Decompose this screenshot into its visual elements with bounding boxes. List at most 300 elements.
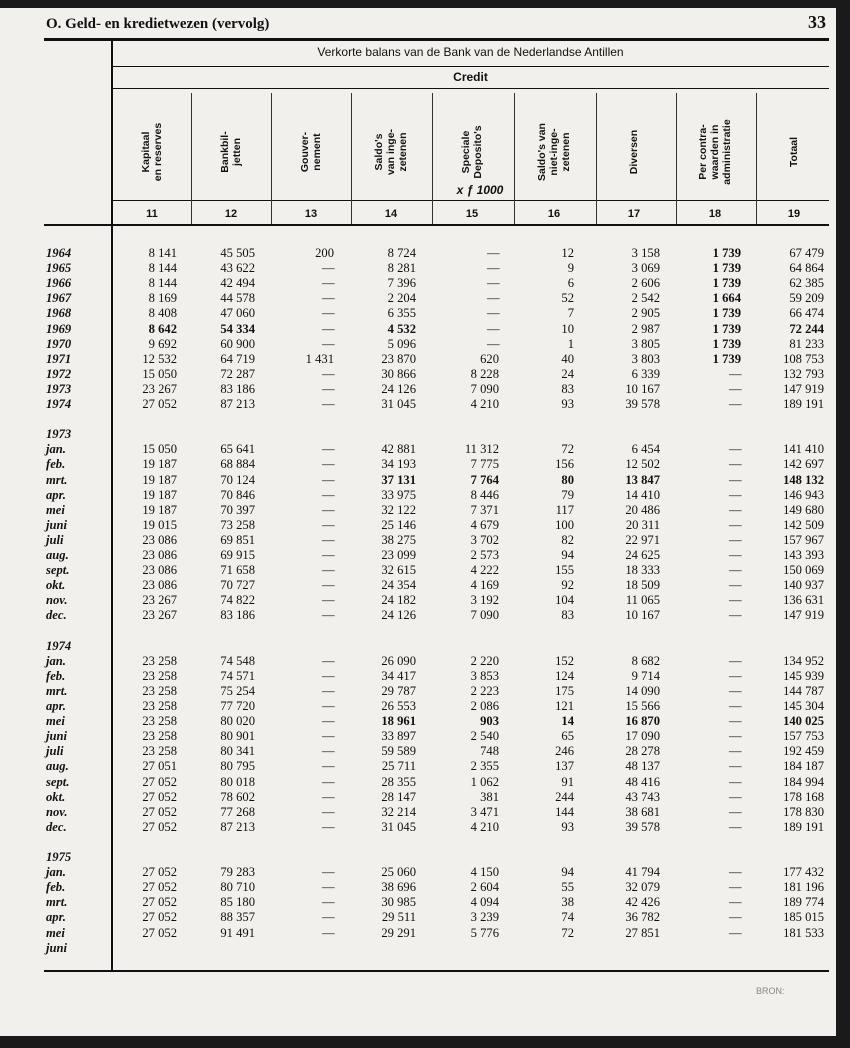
table-cell: — [322,261,335,276]
table-cell: — [322,683,335,698]
table-cell: — [729,744,742,759]
table-cell: 83 [561,608,574,623]
table-cell: 178 830 [783,804,824,819]
table-cell: 38 681 [625,804,660,819]
table-cell: 42 494 [220,276,255,291]
table-cell: 136 631 [783,593,824,608]
table-cell: 26 553 [381,699,416,713]
row-label: 1971 [46,351,72,366]
column-number-13: 13 [304,208,318,220]
bottom-rule [44,970,829,972]
table-cell: 178 168 [783,789,824,804]
table-cell: 381 [480,789,499,804]
table-row [0,820,836,835]
table-cell: 28 355 [381,774,416,789]
column-number-14: 14 [384,208,398,220]
table-cell: 3 192 [470,593,499,608]
table-cell: 38 696 [381,880,416,895]
table-cell: 87 213 [220,397,255,411]
table-row [0,593,836,608]
table-cell: — [729,683,742,698]
table-cell: 75 254 [220,683,255,698]
table-cell: 3 805 [631,336,660,351]
table-cell: 147 919 [783,608,824,623]
table-cell: 8 144 [148,261,177,276]
table-cell: 23 086 [142,548,177,562]
column-header-11: Kapitaal en reserves [140,122,164,182]
table-row [0,276,836,291]
table-cell: 14 090 [625,683,660,698]
row-label: mrt. [46,683,68,698]
table-cell: 39 578 [625,819,660,834]
table-cell: 7 090 [470,381,499,396]
table-cell: — [322,381,335,396]
table-cell: 83 186 [220,381,255,396]
table-row [0,246,836,261]
table-cell: — [487,291,500,306]
table-cell: 2 086 [470,699,499,713]
table-cell: 80 341 [220,744,255,759]
table-cell: 72 [561,925,574,940]
table-cell: — [322,910,335,925]
table-cell: — [322,880,335,895]
row-label: apr. [46,910,66,925]
table-cell: 15 050 [142,442,177,457]
table-cell: 2 355 [470,759,499,774]
table-cell: 6 339 [631,366,660,381]
column-number-12: 12 [224,208,238,220]
row-label: mrt. [46,472,68,487]
table-cell: 36 782 [625,910,660,925]
table-cell: 8 446 [470,487,499,502]
table-row [0,880,836,895]
table-cell: 19 187 [142,502,177,517]
section-title: O. Geld- en kredietwezen (vervolg) [46,16,270,32]
table-cell: 27 052 [142,397,177,411]
table-row [0,382,836,397]
table-cell: 148 132 [783,472,824,487]
table-cell: 93 [561,397,574,411]
table-cell: — [729,729,742,744]
table-cell: 3 702 [470,532,499,547]
table-row [0,442,836,457]
column-divider [596,93,597,224]
table-cell: 175 [555,683,574,698]
table-row [0,895,836,910]
table-cell: — [729,653,742,668]
table-cell: 69 915 [220,548,255,562]
row-label: feb. [46,668,66,683]
table-row [0,488,836,503]
table-cell: — [729,819,742,834]
credit-label: Credit [453,70,488,84]
table-cell: 70 124 [220,472,255,487]
table-cell: 30 985 [381,895,416,910]
table-cell: — [322,502,335,517]
table-cell: 108 753 [783,351,824,366]
table-row [0,941,836,956]
table-row [0,790,836,805]
table-cell: 28 278 [625,744,660,759]
table-cell: 144 787 [783,683,824,698]
table-cell: 7 371 [470,502,499,517]
table-cell: 64 864 [789,261,824,276]
table-cell: — [322,895,335,910]
column-number-16: 16 [547,208,561,220]
table-cell: — [322,819,335,834]
row-label: jan. [46,442,66,457]
table-row [0,805,836,820]
table-cell: 6 355 [387,306,416,321]
row-label: 1969 [46,321,72,336]
table-cell: 16 870 [625,714,660,729]
column-header-15: Speciale Deposito's [460,125,484,179]
table-cell: — [729,593,742,608]
row-label: 1967 [46,291,72,306]
table-cell: 29 511 [381,910,416,925]
table-cell: 8 281 [387,261,416,276]
table-cell: — [729,608,742,623]
table-cell: — [729,532,742,547]
table-cell: 157 753 [783,729,824,744]
table-cell: 83 [561,381,574,396]
row-label: feb. [46,457,66,472]
table-cell: — [487,321,500,336]
table-cell: 9 714 [631,668,660,683]
table-cell: 27 051 [142,759,177,774]
table-cell: 5 096 [387,336,416,351]
row-label: mrt. [46,895,68,910]
table-cell: — [322,653,335,668]
column-divider [351,93,352,224]
table-cell: 177 432 [783,865,824,880]
table-cell: 74 822 [220,593,255,608]
table-cell: 1 [567,336,574,351]
table-cell: 6 [567,276,574,291]
table-cell: 124 [555,668,574,683]
table-cell: 15 050 [142,366,177,381]
table-cell: 27 851 [625,925,660,940]
table-cell: 20 486 [625,502,660,517]
table-cell: 27 052 [142,774,177,789]
table-cell: 85 180 [220,895,255,910]
table-cell: 77 720 [220,699,255,713]
table-cell: 155 [555,563,574,578]
table-cell: 244 [555,789,574,804]
table-row [0,397,836,412]
table-cell: 8 642 [148,321,177,336]
table-cell: — [729,502,742,517]
table-cell: 117 [555,502,574,517]
table-cell: 27 052 [142,895,177,910]
table-cell: 77 268 [220,804,255,819]
table-cell: — [729,397,742,411]
column-number-19: 19 [787,208,801,220]
table-cell: 4 169 [470,578,499,593]
table-row [0,714,836,729]
unit-label: x ƒ 1000 [456,183,504,197]
table-cell: 24 182 [381,593,416,608]
table-cell: 11 065 [625,593,660,608]
table-cell: 74 571 [220,668,255,683]
table-cell: — [729,699,742,713]
table-row [0,835,836,850]
table-cell: 146 943 [783,487,824,502]
row-label: mei [46,925,65,940]
table-cell: 18 509 [625,578,660,593]
table-cell: — [729,366,742,381]
table-cell: 23 258 [142,683,177,698]
table-cell: 7 [567,306,574,321]
table-row [0,261,836,276]
table-cell: 143 393 [783,548,824,562]
table-cell: 23 086 [142,578,177,593]
table-cell: 32 079 [625,880,660,895]
table-cell: 40 [561,351,574,366]
table-cell: 30 866 [381,366,416,381]
table-row [0,306,836,321]
table-cell: — [322,397,335,411]
row-label: mei [46,502,65,517]
table-cell: 14 410 [625,487,660,502]
table-cell: 79 283 [220,865,255,880]
table-cell: 81 233 [789,336,824,351]
title-rule [112,66,829,67]
table-cell: 3 158 [631,246,660,260]
table-cell: — [322,925,335,940]
table-cell: 23 258 [142,744,177,759]
table-cell: — [322,789,335,804]
table-cell: 2 542 [631,291,660,306]
table-cell: 70 397 [220,502,255,517]
credit-rule [112,88,829,89]
table-cell: 72 [561,442,574,457]
table-cell: 19 187 [142,487,177,502]
source-note: BRON: [756,986,785,996]
table-cell: 11 312 [464,442,499,457]
table-cell: 2 604 [470,880,499,895]
table-cell: 72 244 [789,321,824,336]
row-label: 1968 [46,306,72,321]
table-cell: — [322,276,335,291]
table-cell: 7 764 [470,472,499,487]
table-cell: — [729,472,742,487]
table-cell: 12 [561,246,574,260]
table-cell: — [729,578,742,593]
table-cell: 2 540 [470,729,499,744]
table-cell: 22 971 [625,532,660,547]
table-cell: — [729,774,742,789]
column-header-12: Bankbil- jetten [219,131,243,173]
table-cell: 31 045 [381,819,416,834]
row-label: feb. [46,880,66,895]
row-label: juni [46,729,68,744]
document-page [0,8,836,1036]
table-cell: 44 578 [220,291,255,306]
column-divider [191,93,192,224]
table-cell: 87 213 [220,819,255,834]
table-cell: 24 [561,366,574,381]
table-cell: 27 052 [142,865,177,880]
table-cell: 23 258 [142,714,177,729]
table-cell: 27 052 [142,910,177,925]
table-cell: 189 191 [783,397,824,411]
column-divider [514,93,515,224]
table-cell: 25 711 [381,759,416,774]
table-cell: — [729,668,742,683]
table-cell: — [729,804,742,819]
table-cell: 4 094 [470,895,499,910]
table-cell: 43 743 [625,789,660,804]
table-cell: — [322,517,335,532]
table-cell: 93 [561,819,574,834]
table-cell: 91 [561,774,574,789]
table-cell: 2 204 [387,291,416,306]
table-row [0,729,836,744]
table-cell: 185 015 [783,910,824,925]
table-cell: 150 069 [783,563,824,578]
table-cell: 54 334 [220,321,255,336]
table-row [0,775,836,790]
column-header-13: Gouver- nement [299,131,323,173]
table-cell: — [322,291,335,306]
table-cell: 8 144 [148,276,177,291]
table-cell: 23 258 [142,653,177,668]
table-cell: — [322,774,335,789]
row-label: 1974 [46,638,72,653]
table-cell: 184 187 [783,759,824,774]
table-cell: — [322,306,335,321]
table-cell: 4 222 [470,563,499,578]
table-cell: 59 209 [789,291,824,306]
table-cell: 88 357 [220,910,255,925]
row-label: jan. [46,653,66,668]
table-cell: 39 578 [625,397,660,411]
table-cell: 80 018 [220,774,255,789]
table-row [0,518,836,533]
row-label: 1972 [46,366,72,381]
row-label: juni [46,940,68,955]
table-cell: 157 967 [783,532,824,547]
table-cell: — [322,472,335,487]
table-cell: 14 [561,714,574,729]
table-cell: 19 015 [142,517,177,532]
table-row [0,427,836,442]
table-cell: 12 532 [142,351,177,366]
table-cell: 31 045 [381,397,416,411]
table-cell: 65 [561,729,574,744]
table-cell: 82 [561,532,574,547]
row-label: nov. [46,593,68,608]
table-cell: 43 622 [220,261,255,276]
table-cell: 29 787 [381,683,416,698]
table-cell: 1 739 [712,321,741,336]
table-row [0,563,836,578]
table-cell: 9 [567,261,574,276]
table-cell: — [729,880,742,895]
table-row [0,639,836,654]
table-cell: 17 090 [625,729,660,744]
table-cell: 149 680 [783,502,824,517]
table-cell: 37 131 [381,472,416,487]
table-cell: 2 905 [631,306,660,321]
table-cell: 27 052 [142,819,177,834]
table-cell: 27 052 [142,880,177,895]
row-label: mei [46,714,65,729]
table-cell: 23 267 [142,381,177,396]
table-cell: 181 196 [783,880,824,895]
table-cell: 33 897 [381,729,416,744]
table-cell: 23 267 [142,593,177,608]
row-label: 1965 [46,261,72,276]
table-cell: 10 167 [625,381,660,396]
table-cell: 23 258 [142,668,177,683]
table-cell: 38 275 [381,532,416,547]
table-row [0,699,836,714]
table-cell: 67 479 [789,246,824,260]
table-cell: 33 975 [381,487,416,502]
table-cell: 184 994 [783,774,824,789]
table-cell: — [729,759,742,774]
table-cell: — [322,563,335,578]
table-cell: 142 697 [783,457,824,472]
row-label: okt. [46,789,66,804]
table-cell: 94 [561,548,574,562]
table-cell: 140 025 [783,714,824,729]
table-cell: — [729,517,742,532]
table-cell: 142 509 [783,517,824,532]
table-cell: 92 [561,578,574,593]
table-cell: 13 847 [625,472,660,487]
column-number-15: 15 [465,208,479,220]
column-header-14: Saldo's van inge- zetenen [373,128,409,176]
table-cell: 1 664 [712,291,741,306]
table-cell: — [729,563,742,578]
table-cell: 34 193 [381,457,416,472]
column-number-18: 18 [708,208,722,220]
table-cell: 4 532 [387,321,416,336]
table-cell: 27 052 [142,925,177,940]
table-cell: 3 853 [470,668,499,683]
table-cell: 27 052 [142,789,177,804]
table-cell: — [729,895,742,910]
table-cell: 69 851 [220,532,255,547]
table-cell: — [487,336,500,351]
table-cell: — [487,276,500,291]
table-cell: 8 141 [148,246,177,260]
table-cell: 7 775 [470,457,499,472]
table-cell: 10 [561,321,574,336]
header-bottom-rule [44,224,829,226]
table-cell: 10 167 [625,608,660,623]
page-number: 33 [808,12,826,32]
column-divider [271,93,272,224]
table-cell: 144 [555,804,574,819]
table-cell: 48 416 [625,774,660,789]
table-cell: 25 146 [381,517,416,532]
table-row [0,412,836,427]
table-row [0,910,836,925]
table-cell: 246 [555,744,574,759]
table-row [0,352,836,367]
row-label: 1975 [46,850,72,864]
row-label: aug. [46,759,69,774]
table-row [0,533,836,548]
table-row [0,473,836,488]
row-label: 1966 [46,276,72,291]
table-row [0,624,836,639]
table-cell: — [322,804,335,819]
